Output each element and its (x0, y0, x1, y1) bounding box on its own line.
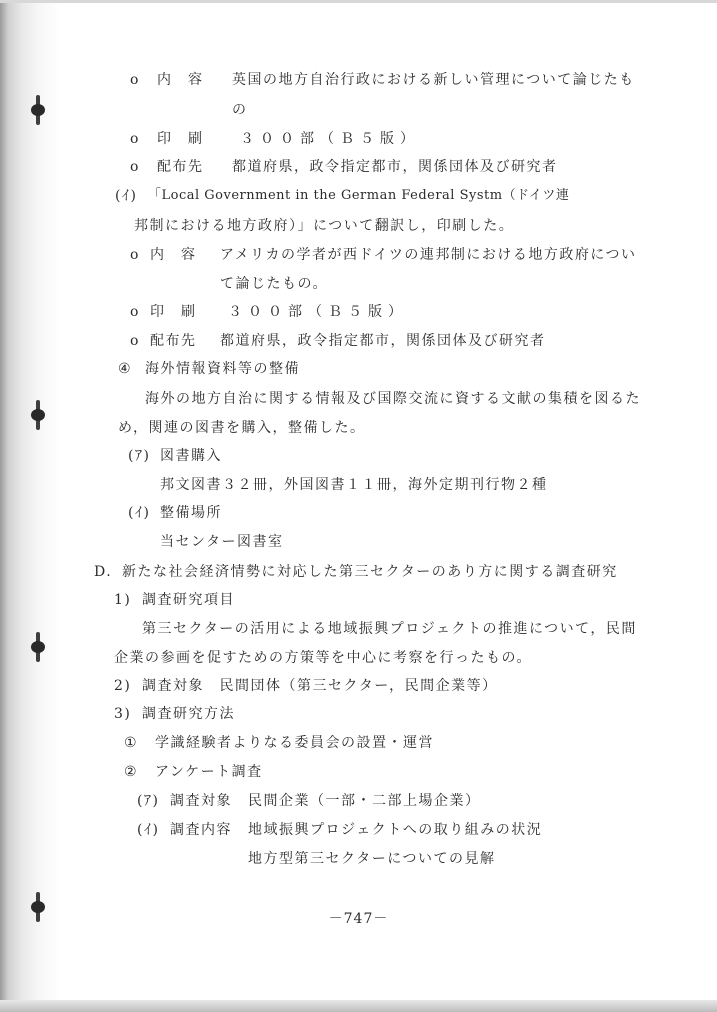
item-text: 英国の地方自治行政における新しい管理について論じたも (232, 72, 635, 88)
item-marker: (ｲ) (137, 822, 160, 838)
item-label: 内 容 (157, 72, 204, 88)
chapter-heading: 新たな社会経済情勢に対応した第三セクターのあり方に関する調査研究 (122, 564, 618, 580)
item-text: の (232, 102, 248, 118)
chapter-marker: D. (94, 564, 113, 580)
item-text: 邦文図書３２冊，外国図書１１冊，海外定期刊行物２種 (160, 477, 548, 493)
item-text: ３００部（Ｂ５版） (228, 304, 408, 320)
item-text: ３００部（Ｂ５版） (240, 131, 420, 147)
item-marker: (ｱ) (128, 448, 151, 464)
section-heading: 調査研究方法 (142, 706, 235, 722)
item-marker: (ｱ) (137, 793, 160, 809)
item-marker: (ｲ) (128, 505, 151, 521)
item-label: 調査内容 (170, 822, 232, 838)
item-label: 内 容 (150, 247, 197, 263)
item-text: アメリカの学者が西ドイツの連邦制における地方政府につい (220, 247, 637, 263)
bullet-marker: o (130, 247, 140, 263)
bullet-marker: o (130, 159, 140, 175)
page-top-edge (0, 0, 717, 3)
item-marker: (ｲ) (115, 188, 138, 204)
paragraph-text: 海外の地方自治に関する情報及び国際交流に資する文献の集積を図るた (145, 391, 641, 407)
item-text: 都道府県，政令指定都市，関係団体及び研究者 (232, 159, 558, 175)
item-text: 学識経験者よりなる委員会の設置・運営 (155, 735, 434, 751)
binding-shadow (0, 0, 60, 1012)
item-heading: 整備場所 (160, 505, 222, 521)
item-heading: 図書購入 (160, 448, 222, 464)
page-number: －747－ (328, 911, 389, 927)
item-text: 都道府県，政令指定都市，関係団体及び研究者 (220, 333, 546, 349)
section-number: ④ (118, 361, 133, 377)
item-text: 地域振興プロジェクトへの取り組みの状況 (248, 822, 543, 838)
item-text: 当センター図書室 (160, 534, 284, 550)
item-marker: ① (124, 735, 139, 751)
item-label: 調査対象 (170, 793, 232, 809)
section-heading: 調査対象 民間団体（第三セクター，民間企業等） (142, 678, 498, 694)
item-label: 配布先 (157, 159, 204, 175)
item-text: アンケート調査 (155, 764, 263, 780)
item-text: 民間企業（一部・二部上場企業） (248, 793, 481, 809)
bullet-marker: o (130, 72, 140, 88)
item-label: 配布先 (150, 333, 197, 349)
section-heading: 調査研究項目 (142, 592, 235, 608)
item-text: 地方型第三セクターについての見解 (248, 851, 496, 867)
section-number: 1) (114, 592, 132, 608)
section-number: 2) (114, 678, 132, 694)
binding-hole-icon (31, 95, 45, 125)
binding-hole-icon (31, 400, 45, 430)
paragraph-text: 第三セクターの活用による地域振興プロジェクトの推進について，民間 (142, 621, 637, 637)
item-text: て論じたもの。 (220, 276, 328, 292)
item-text: 「Local Government in the German Federal Systm（ドイツ連 (148, 188, 570, 203)
paragraph-text: め，関連の図書を購入，整備した。 (118, 420, 366, 436)
bullet-marker: o (130, 304, 140, 320)
item-marker: ② (124, 764, 139, 780)
paragraph-text: 企業の参画を促すための方策等を中心に考察を行ったもの。 (114, 650, 532, 666)
page-bottom-edge (0, 1000, 717, 1012)
binding-hole-icon (31, 632, 45, 662)
item-text: 邦制における地方政府）」について翻訳し，印刷した。 (134, 218, 515, 234)
bullet-marker: o (130, 333, 140, 349)
section-heading: 海外情報資料等の整備 (145, 361, 300, 377)
bullet-marker: o (130, 131, 140, 147)
section-number: 3) (114, 706, 132, 722)
item-label: 印 刷 (157, 131, 204, 147)
item-label: 印 刷 (150, 304, 197, 320)
